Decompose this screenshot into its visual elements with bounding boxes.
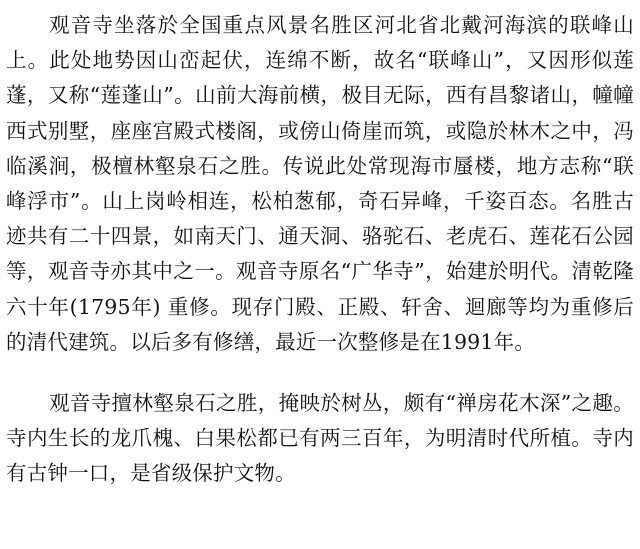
paragraph-2: 观音寺擅林壑泉石之胜，掩映於树丛，颇有“禅房花木深”之趣。寺内生长的龙爪槐、白果松都已有两三百年，为明清时代所植。寺内有古钟一口，是省级保护文物。 bbox=[6, 391, 634, 486]
paragraph-spacer bbox=[6, 360, 634, 386]
paragraph-1: 观音寺坐落於全国重点风景名胜区河北省北戴河海滨的联峰山上。此处地势因山峦起伏，连绵不断，故名“联峰山”，又因形似莲蓬，又称“莲蓬山”。山前大海前横，极目无际，西有昌黎诸山，幢幢西式别墅，座座宫殿式楼阁，或傍山倚崖而筑，或隐於林木之中，冯临溪涧，极檀林壑泉石之胜。传说此处常现海市蜃楼，地方志称“联峰浮市”。山上岗岭相连，松柏葱郁，奇石异峰，千姿百态。名胜古迹共有二十四景，如南天门、通天洞、骆驼石、老虎石、莲花石公园等，观音寺亦其中之一。观音寺原名“广华寺”，始建於明代。清乾隆六十年(1795年) 重修。现存门殿、正殿、轩舍、迴廊等均为重修后的清代建筑。以后多有修缮，最近一次整修是在1991年。 bbox=[6, 13, 634, 354]
